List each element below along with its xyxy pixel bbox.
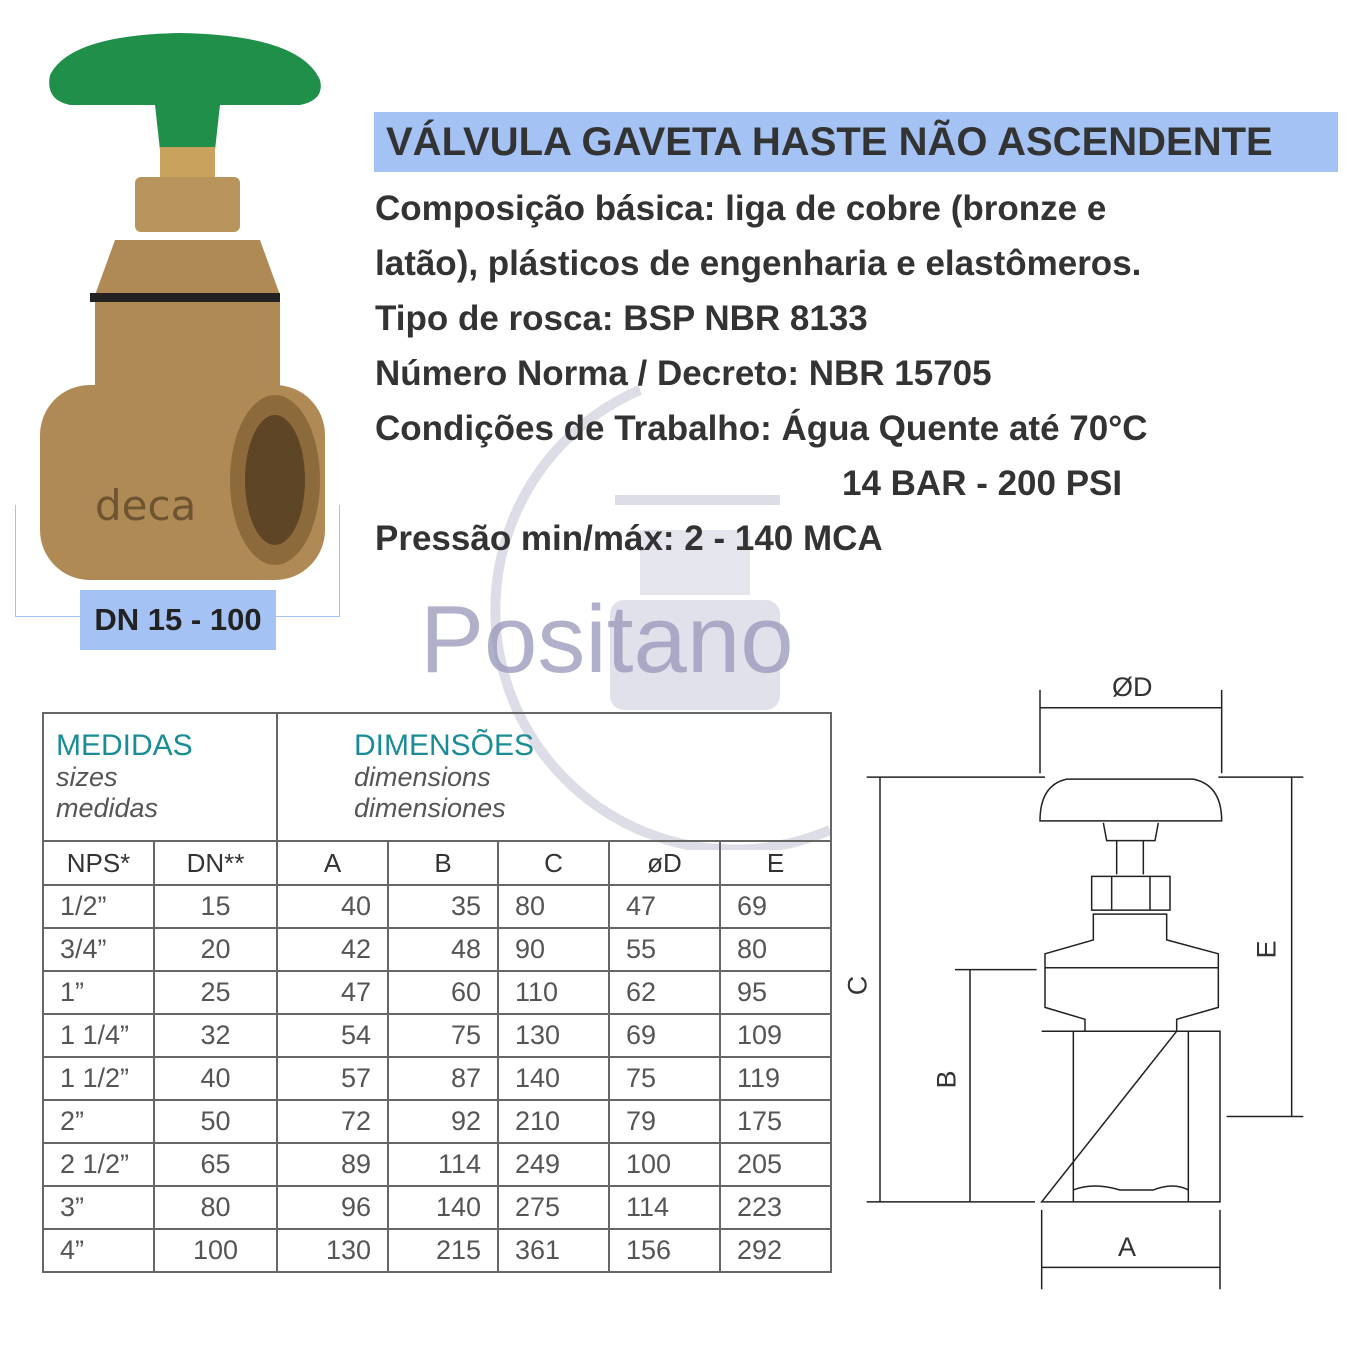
table-cell: 100: [154, 1229, 277, 1272]
table-cell: 87: [388, 1057, 498, 1100]
brand-logo: deca: [95, 481, 197, 530]
table-cell: 40: [154, 1057, 277, 1100]
watermark-text: Positano: [420, 586, 794, 693]
table-cell: 80: [498, 885, 609, 928]
table-cell: 1 1/2”: [43, 1057, 154, 1100]
table-cell: 275: [498, 1186, 609, 1229]
column-header: C: [498, 841, 609, 885]
dimension-label-b: B: [931, 1070, 962, 1089]
table-cell: 80: [720, 928, 831, 971]
spec-composition-1: Composição básica: liga de cobre (bronze e: [375, 189, 1107, 228]
valve-technical-drawing: [860, 670, 1320, 1290]
table-cell: 89: [277, 1143, 388, 1186]
sizes-sub-es: medidas: [56, 793, 159, 823]
table-cell: 114: [388, 1143, 498, 1186]
table-cell: 3/4”: [43, 928, 154, 971]
table-cell: 175: [720, 1100, 831, 1143]
dimensions-table: [42, 712, 832, 1273]
table-row: [43, 1057, 831, 1100]
valve-product-photo: [30, 25, 340, 585]
table-cell: 140: [388, 1186, 498, 1229]
table-cell: 65: [154, 1143, 277, 1186]
column-header: DN**: [154, 841, 277, 885]
table-cell: 1/2”: [43, 885, 154, 928]
table-cell: 48: [388, 928, 498, 971]
dimensions-sub-en: dimensions: [354, 762, 491, 792]
table-cell: 92: [388, 1100, 498, 1143]
table-cell: 69: [720, 885, 831, 928]
table-row: [43, 1143, 831, 1186]
column-header: E: [720, 841, 831, 885]
column-header: B: [388, 841, 498, 885]
table-cell: 50: [154, 1100, 277, 1143]
table-cell: 2”: [43, 1100, 154, 1143]
dimension-label-a: A: [1118, 1232, 1137, 1262]
sizes-title: MEDIDAS: [56, 729, 193, 762]
table-cell: 20: [154, 928, 277, 971]
table-cell: 47: [609, 885, 720, 928]
dn-range-badge: DN 15 - 100: [80, 590, 276, 650]
table-cell: 90: [498, 928, 609, 971]
table-cell: 109: [720, 1014, 831, 1057]
sizes-sub-en: sizes: [56, 762, 118, 792]
table-cell: 3”: [43, 1186, 154, 1229]
table-row: [43, 1014, 831, 1057]
spec-pressure-rating: 14 BAR - 200 PSI: [842, 464, 1123, 503]
product-title: VÁLVULA GAVETA HASTE NÃO ASCENDENTE: [374, 112, 1338, 172]
handwheel-icon: [49, 33, 321, 150]
table-cell: 140: [498, 1057, 609, 1100]
table-cell: 95: [720, 971, 831, 1014]
table-row: [43, 1186, 831, 1229]
table-cell: 35: [388, 885, 498, 928]
table-cell: 1 1/4”: [43, 1014, 154, 1057]
table-cell: 47: [277, 971, 388, 1014]
table-row: [43, 1229, 831, 1272]
spec-thread: Tipo de rosca: BSP NBR 8133: [375, 299, 868, 338]
table-cell: 15: [154, 885, 277, 928]
sizes-header: [43, 713, 277, 841]
table-cell: 75: [388, 1014, 498, 1057]
table-cell: 205: [720, 1143, 831, 1186]
table-cell: 249: [498, 1143, 609, 1186]
spec-composition-2: latão), plásticos de engenharia e elastômeros.: [375, 244, 1142, 283]
dimensions-header: [277, 713, 831, 841]
table-cell: 96: [277, 1186, 388, 1229]
table-cell: 57: [277, 1057, 388, 1100]
table-cell: 156: [609, 1229, 720, 1272]
table-cell: 32: [154, 1014, 277, 1057]
column-header: øD: [609, 841, 720, 885]
dimension-label-c: C: [842, 975, 873, 996]
column-header: A: [277, 841, 388, 885]
spec-standard: Número Norma / Decreto: NBR 15705: [375, 354, 992, 393]
table-cell: 361: [498, 1229, 609, 1272]
spec-working-conditions: Condições de Trabalho: Água Quente até 70°C: [375, 409, 1148, 448]
table-cell: 55: [609, 928, 720, 971]
table-cell: 72: [277, 1100, 388, 1143]
table-cell: 130: [498, 1014, 609, 1057]
table-cell: 2 1/2”: [43, 1143, 154, 1186]
table-row: [43, 885, 831, 928]
table-cell: 40: [277, 885, 388, 928]
dimension-label-e: E: [1251, 940, 1282, 959]
table-cell: 62: [609, 971, 720, 1014]
dimensions-sub-es: dimensiones: [354, 793, 506, 823]
table-cell: 210: [498, 1100, 609, 1143]
table-cell: 119: [720, 1057, 831, 1100]
table-cell: 223: [720, 1186, 831, 1229]
column-header: NPS*: [43, 841, 154, 885]
table-cell: 25: [154, 971, 277, 1014]
spec-pressure-range: Pressão min/máx: 2 - 140 MCA: [375, 519, 883, 558]
table-cell: 110: [498, 971, 609, 1014]
dimension-label-d: ØD: [1112, 672, 1153, 702]
table-cell: 100: [609, 1143, 720, 1186]
table-cell: 215: [388, 1229, 498, 1272]
table-cell: 292: [720, 1229, 831, 1272]
table-cell: 42: [277, 928, 388, 971]
table-cell: 4”: [43, 1229, 154, 1272]
table-row: [43, 928, 831, 971]
table-cell: 1”: [43, 971, 154, 1014]
table-cell: 54: [277, 1014, 388, 1057]
table-cell: 69: [609, 1014, 720, 1057]
dimensions-title: DIMENSÕES: [354, 729, 535, 762]
table-cell: 60: [388, 971, 498, 1014]
table-cell: 130: [277, 1229, 388, 1272]
table-cell: 79: [609, 1100, 720, 1143]
table-cell: 80: [154, 1186, 277, 1229]
table-row: [43, 971, 831, 1014]
table-cell: 75: [609, 1057, 720, 1100]
table-row: [43, 1100, 831, 1143]
table-cell: 114: [609, 1186, 720, 1229]
